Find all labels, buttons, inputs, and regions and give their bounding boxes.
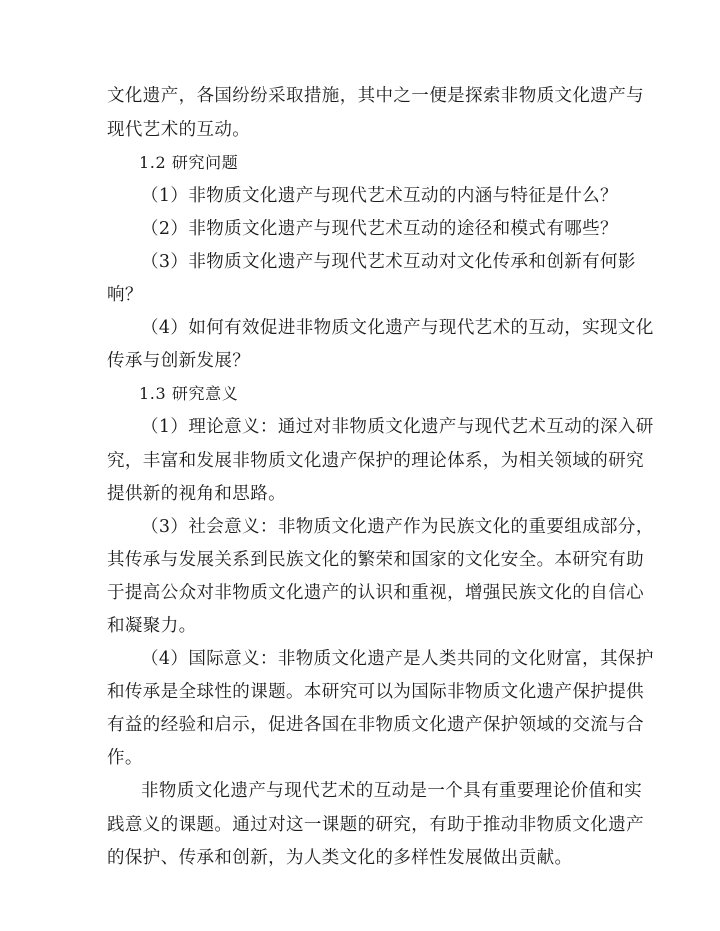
conclusion-line-1: 非物质文化遗产与现代艺术的互动是一个具有重要理论价值和实: [141, 781, 643, 801]
paragraph-1-line-1: 文化遗产，各国纷纷采取措施，其中之一便是探索非物质文化遗产与: [107, 86, 644, 106]
paragraph-1-line-2: 现代艺术的互动。: [107, 120, 251, 140]
conclusion-line-3: 的保护、传承和创新，为人类文化的多样性发展做出贡献。: [107, 848, 573, 868]
question-3-line-1: （3）非物质文化遗产与现代艺术互动对文化传承和创新有何影: [141, 252, 636, 272]
significance-4-line-1: （4）国际意义：非物质文化遗产是人类共同的文化财富，其保护: [141, 649, 654, 669]
question-1: （1）非物质文化遗产与现代艺术互动的内涵与特征是什么？: [141, 186, 618, 206]
question-4-line-2: 传承与创新发展？: [107, 351, 251, 371]
question-4-line-1: （4）如何有效促进非物质文化遗产与现代艺术的互动，实现文化: [141, 318, 654, 338]
significance-4-line-3: 有益的经验和启示，促进各国在非物质文化遗产保护领域的交流与合: [107, 715, 644, 735]
question-3-line-2: 响？: [107, 285, 143, 305]
significance-3-line-1: （3）社会意义：非物质文化遗产作为民族文化的重要组成部分，: [141, 517, 654, 537]
significance-1-line-1: （1）理论意义：通过对非物质文化遗产与现代艺术互动的深入研: [141, 417, 654, 437]
section-heading-research-questions: 1.2 研究问题: [139, 153, 239, 172]
question-2: （2）非物质文化遗产与现代艺术互动的途径和模式有哪些？: [141, 219, 618, 239]
conclusion-line-2: 践意义的课题。通过对这一课题的研究，有助于推动非物质文化遗产: [107, 815, 644, 835]
significance-3-line-3: 于提高公众对非物质文化遗产的认识和重视，增强民族文化的自信心: [107, 583, 644, 603]
significance-4-line-4: 作。: [107, 748, 143, 768]
significance-4-line-2: 和传承是全球性的课题。本研究可以为国际非物质文化遗产保护提供: [107, 682, 644, 702]
significance-3-line-4: 和凝聚力。: [107, 616, 197, 636]
section-heading-research-significance: 1.3 研究意义: [139, 384, 239, 403]
significance-1-line-2: 究，丰富和发展非物质文化遗产保护的理论体系，为相关领域的研究: [107, 451, 644, 471]
significance-1-line-3: 提供新的视角和思路。: [107, 484, 286, 504]
significance-3-line-2: 其传承与发展关系到民族文化的繁荣和国家的文化安全。本研究有助: [107, 550, 644, 570]
